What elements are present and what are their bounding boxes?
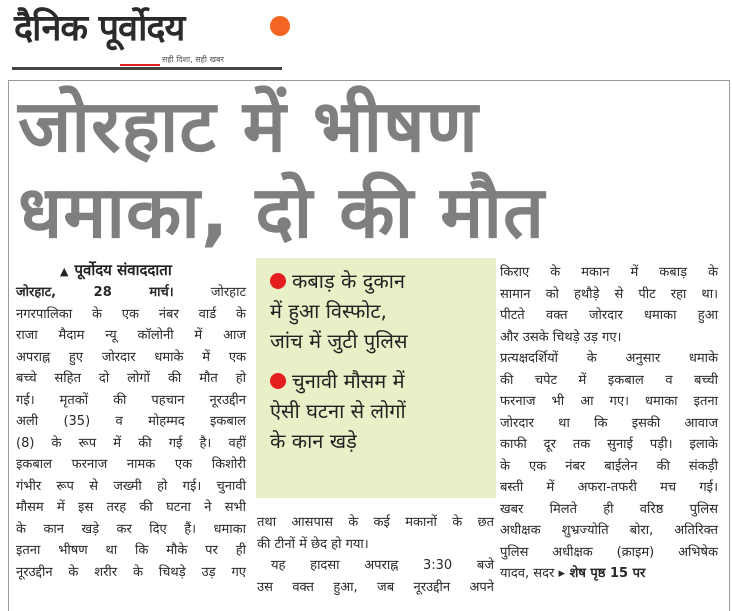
paragraph-line: अपराह्न हुए जोरदार धमाके में एक — [16, 349, 246, 365]
paragraph-line: गई। मृतकों की पहचान नूरउद्दीन — [16, 392, 246, 408]
dateline: जोरहाट, 28 मार्च। — [16, 285, 174, 300]
paragraph-line: राजा मैदाम न्यू कॉलोनी में आज — [16, 328, 246, 343]
bullet-icon — [270, 373, 286, 389]
triangle-icon: ▲ — [60, 265, 69, 278]
article-column-1 — [16, 282, 246, 583]
highlight-line: जांच में जुटी पुलिस — [270, 329, 408, 353]
byline-text: पूर्वोदय संवाददाता — [74, 261, 172, 279]
masthead — [12, 0, 297, 72]
paragraph-line: फरनाज भी आ गए। धमाका इतना — [500, 394, 718, 409]
paragraph-line: प्रत्यक्षदर्शियों के अनुसार धमाके — [500, 351, 718, 366]
highlight-line: ऐसी घटना से लोगों — [270, 399, 406, 423]
highlight-item — [270, 366, 406, 456]
paragraph-line: मौसम में इस तरह की घटना ने सभी — [16, 500, 246, 515]
paragraph-line: गंभीर रूप से जख्मी हो गई। चुनावी — [16, 478, 246, 494]
paragraph-line: पीटते वक्त जोरदार धमाका हुआ — [500, 308, 718, 323]
paragraph-line: और उसके चिथड़े उड़ गए। — [500, 329, 622, 345]
paragraph-line: इकबाल फरनाज नामक एक किशोरी — [16, 457, 246, 472]
paragraph-line: उस वक्त हुआ, जब नूरउद्दीन अपने — [257, 579, 494, 595]
highlight-line: के कान खड़े — [270, 429, 357, 453]
byline — [60, 260, 172, 280]
paragraph-line: काफी दूर तक सुनाई पड़ी। इलाके — [500, 437, 718, 452]
paragraph-line: नूरउद्दीन के शरीर के चिथड़े उड़ गए — [16, 564, 246, 580]
paragraph-line: सामान को हथौड़े से पीट रहा था। — [500, 286, 718, 302]
paragraph-line: के एक नंबर बाईलेन की संकड़ी — [500, 458, 718, 474]
newspaper-logo: दैनिक पूर्वोदय — [14, 8, 185, 49]
article-column-2 — [257, 512, 494, 598]
paragraph-line: जोरदार था कि इसकी आवाज — [500, 415, 718, 431]
paragraph-line: यादव, सदर ▸ शेष पृष्ठ 15 पर — [500, 566, 646, 581]
headline-line-1: जोरहाट में भीषण — [18, 84, 479, 168]
paragraph-line: अधीक्षक शुभ्रज्योति बोरा, अतिरिक्त — [500, 523, 718, 538]
paragraph-line: की चपेट में इकबाल व बच्ची — [500, 372, 718, 388]
highlight-box — [256, 258, 496, 498]
highlight-line: चुनावी मौसम में — [270, 366, 406, 396]
paragraph-line: के कान खड़े कर दिए हैं। धमाका — [16, 521, 246, 537]
paragraph-line: की टीनों में छेद हो गया। — [257, 536, 369, 552]
paragraph-line: तथा आसपास के कई मकानों के छत — [257, 515, 494, 530]
paragraph-line: अली (35) व मोहम्मद इकबाल — [16, 414, 246, 429]
masthead-rule — [12, 67, 282, 70]
highlight-line: में हुआ विस्फोट, — [270, 299, 387, 323]
continued-on-page: ▸ शेष पृष्ठ 15 पर — [558, 566, 646, 581]
paragraph-line: पुलिस अधीक्षक (क्राइम) अभिषेक — [500, 544, 718, 560]
masthead-accent-rule — [120, 64, 160, 66]
paragraph-line: (8) के रूप में की गई है। वहीं — [16, 435, 246, 451]
logo-seal-icon — [270, 16, 290, 36]
paragraph-line: जोरहाट, 28 मार्च। जोरहाट — [16, 285, 246, 300]
paragraph-line: यह हादसा अपराह्न 3:30 बजे — [271, 558, 494, 573]
highlight-line: कबाड़ के दुकान — [270, 266, 407, 296]
bullet-icon — [270, 273, 286, 289]
highlight-item — [270, 266, 407, 356]
headline-line-2: धमाका, दो की मौत — [18, 170, 546, 254]
paragraph-line: इतना भीषण था कि मौके पर ही — [16, 543, 246, 558]
paragraph-line: बस्ती में अफरा-तफरी मच गई। — [500, 480, 718, 495]
paragraph-line: बच्चे सहित दो लोगों की मौत हो — [16, 371, 246, 386]
paragraph-line: किराए के मकान में कबाड़ के — [500, 265, 718, 280]
article-column-3 — [500, 262, 718, 585]
paragraph-line: नगरपालिका के एक नंबर वार्ड के — [16, 306, 246, 322]
paragraph-line: खबर मिलते ही वरिष्ठ पुलिस — [500, 501, 718, 517]
masthead-tagline: सही दिशा, सही खबर — [162, 55, 224, 64]
